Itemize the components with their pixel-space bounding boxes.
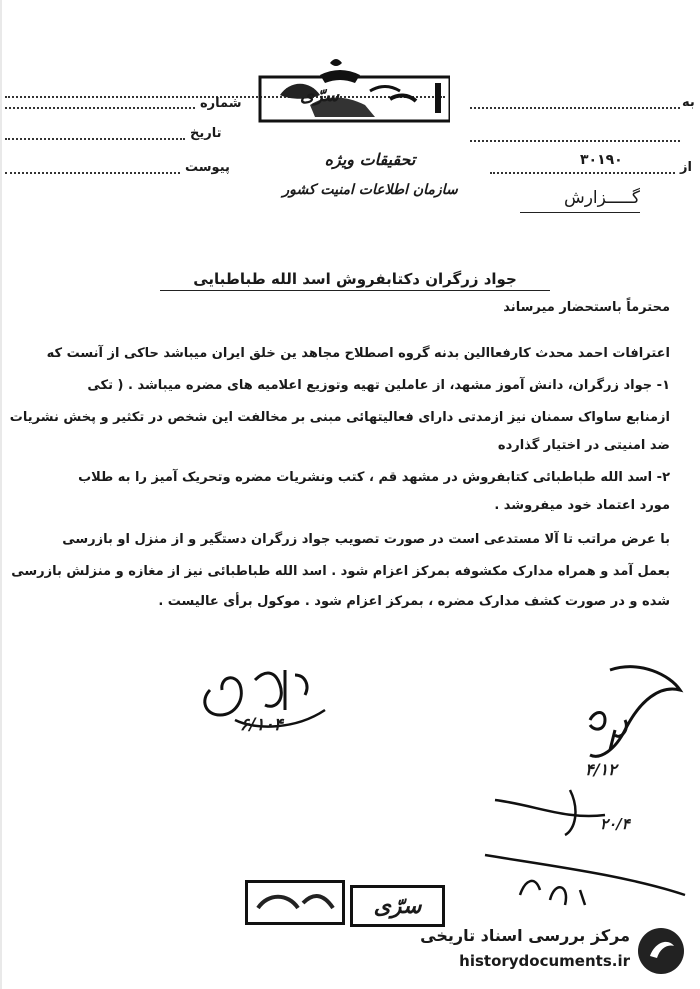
bottom-secret-stamp (350, 885, 445, 927)
body-line-4: ضد امنیتی در اختیار گذارده (497, 438, 670, 453)
watermark (420, 922, 690, 982)
body-line-7: با عرض مراتب تا آلا مستدعی است در صورت تصویب جواد زرگران دستگیر و از منزل او بازرسی (62, 532, 670, 547)
right-signature (570, 650, 690, 764)
middle-signature-note: ۲۰/۴ (600, 815, 630, 833)
body-line-5: ۲- اسد الله طباطبائی کتابفروش در مشهد قم ، کتب ونشریات مضره وتحریک آمیز را به طلاب (78, 470, 670, 485)
report-title-underline (520, 212, 640, 213)
from-label: از (680, 160, 692, 175)
handwritten-signature-icon (570, 650, 690, 760)
watermark-logo-icon (636, 926, 686, 976)
body-line-2: ۱- جواد زرگران، دانش آموز مشهد، از عاملین تهیه وتوزیع اعلامیه های مضره میباشد . ( تکی (87, 378, 670, 393)
attachment-label: پیوست (185, 160, 230, 175)
to-label: به (682, 95, 695, 110)
body-line-1: اعترافات احمد محدث کارفعاالین بدنه گروه اصطلاح مجاهد ین خلق ایران میباشد حاکی از آنست که (46, 346, 670, 361)
report-subject: جواد زرگران دکتابفروش اسد الله طباطبایی (160, 270, 550, 291)
stamp-inner-icon (248, 883, 342, 922)
emblem-subtitle-1: تحقیقات ویژه (324, 150, 416, 169)
emblem-subtitle-2: سازمان اطلاعات امنیت کشور (282, 182, 458, 198)
bottom-stamp-text: سرّی (373, 893, 422, 919)
number-label: شماره (200, 96, 242, 111)
report-title: گـــــزارش (563, 188, 640, 208)
bottom-right-signature (480, 845, 690, 919)
left-signature-note: ۶/۱۰۴ (240, 715, 283, 735)
right-signature-note: ۴/۱۲ (585, 760, 617, 779)
watermark-title: مرکز بررسی اسناد تاریخی (420, 926, 630, 945)
handwritten-signature-icon (490, 790, 670, 850)
emblem-seal (250, 55, 450, 135)
to-dotted-line (470, 107, 680, 109)
watermark-url: historydocuments.ir (459, 952, 630, 970)
ref-dotted-line (470, 140, 680, 142)
lion-sun-emblem-icon (250, 55, 450, 135)
date-value: ۳۰۱۹۰ (580, 152, 623, 168)
from-dotted-line (490, 172, 675, 174)
bottom-left-stamp (245, 880, 345, 925)
salutation: محترماً باستحضار میرساند (503, 300, 670, 315)
attachment-dotted-line (5, 172, 180, 174)
number-dotted-line (5, 107, 195, 109)
date-dotted-line (5, 138, 185, 140)
body-line-6: مورد اعتماد خود میفروشد . (494, 498, 670, 513)
body-line-3: ازمنابع ساواک سمنان نیز ازمدتی دارای فعالیتهائی مبنی بر مخالفت این شخص در تکثیر و پخش نشریات (9, 410, 670, 425)
emblem-text: سرّی (300, 85, 340, 106)
handwritten-signature-icon (480, 845, 690, 915)
body-line-8: بعمل آمد و همراه مدارک مکشوفه بمرکز اعزام شود . اسد الله طباطبائی نیز از مغازه و منزلش بازرسی (11, 564, 670, 579)
body-line-9: شده و در صورت کشف مدارک مضره ، بمرکز اعزام شود . موکول برأی عالیست . (158, 594, 670, 609)
date-label: تاریخ (190, 126, 222, 141)
